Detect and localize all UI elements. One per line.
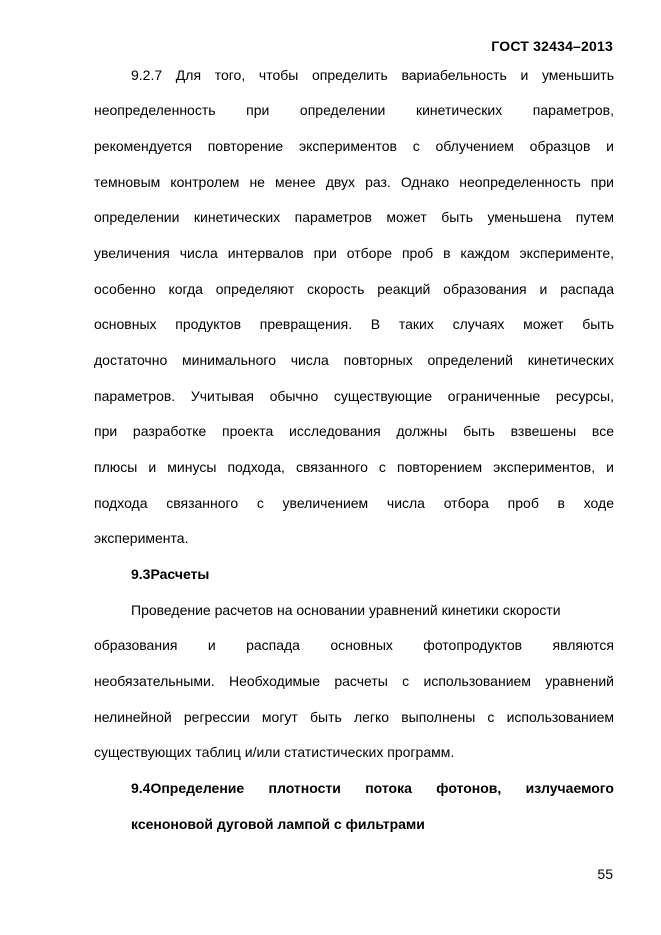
paragraph-line: параметров. Учитывая обычно существующие ограниченные ресурсы,	[94, 388, 614, 404]
paragraph-line: основных продуктов превращения. В таких случаях может быть	[94, 316, 614, 332]
paragraph-line: определении кинетических параметров может быть уменьшена путем	[94, 209, 614, 225]
paragraph-line: увеличения числа интервалов при отборе проб в каждом эксперименте,	[94, 245, 614, 261]
section-heading: 9.4Определение плотности потока фотонов, излучаемого	[131, 780, 614, 796]
paragraph-line: эксперимента.	[94, 530, 189, 546]
paragraph-line: при разработке проекта исследования должны быть взвешены все	[94, 423, 614, 439]
paragraph-line: достаточно минимального числа повторных определений кинетических	[94, 352, 614, 368]
paragraph-line: существующих таблиц и/или статистических программ.	[94, 744, 455, 760]
paragraph-line: темновым контролем не менее двух раз. Однако неопределенность при	[94, 174, 614, 190]
paragraph-line: необязательными. Необходимые расчеты с использованием уравнений	[94, 673, 614, 689]
paragraph-line: особенно когда определяют скорость реакций образования и распада	[94, 281, 614, 297]
paragraph-line: нелинейной регрессии могут быть легко выполнены с использованием	[94, 709, 614, 725]
paragraph-line: Проведение расчетов на основании уравнений кинетики скорости	[131, 602, 561, 618]
section-heading-continued: ксеноновой дуговой лампой с фильтрами	[131, 816, 425, 832]
paragraph-line: подхода связанного с увеличением числа отбора проб в ходе	[94, 495, 614, 511]
paragraph-line: плюсы и минусы подхода, связанного с повторением экспериментов, и	[94, 459, 614, 475]
section-heading: 9.3Расчеты	[131, 566, 210, 582]
page-number: 55	[597, 866, 613, 882]
paragraph-line: неопределенность при определении кинетических параметров,	[94, 102, 614, 118]
paragraph-line: 9.2.7 Для того, чтобы определить вариабельность и уменьшить	[131, 67, 614, 83]
document-standard-id: ГОСТ 32434–2013	[491, 38, 613, 54]
paragraph-line: образования и распада основных фотопродуктов являются	[94, 637, 614, 653]
paragraph-line: рекомендуется повторение экспериментов с облучением образцов и	[94, 138, 614, 154]
